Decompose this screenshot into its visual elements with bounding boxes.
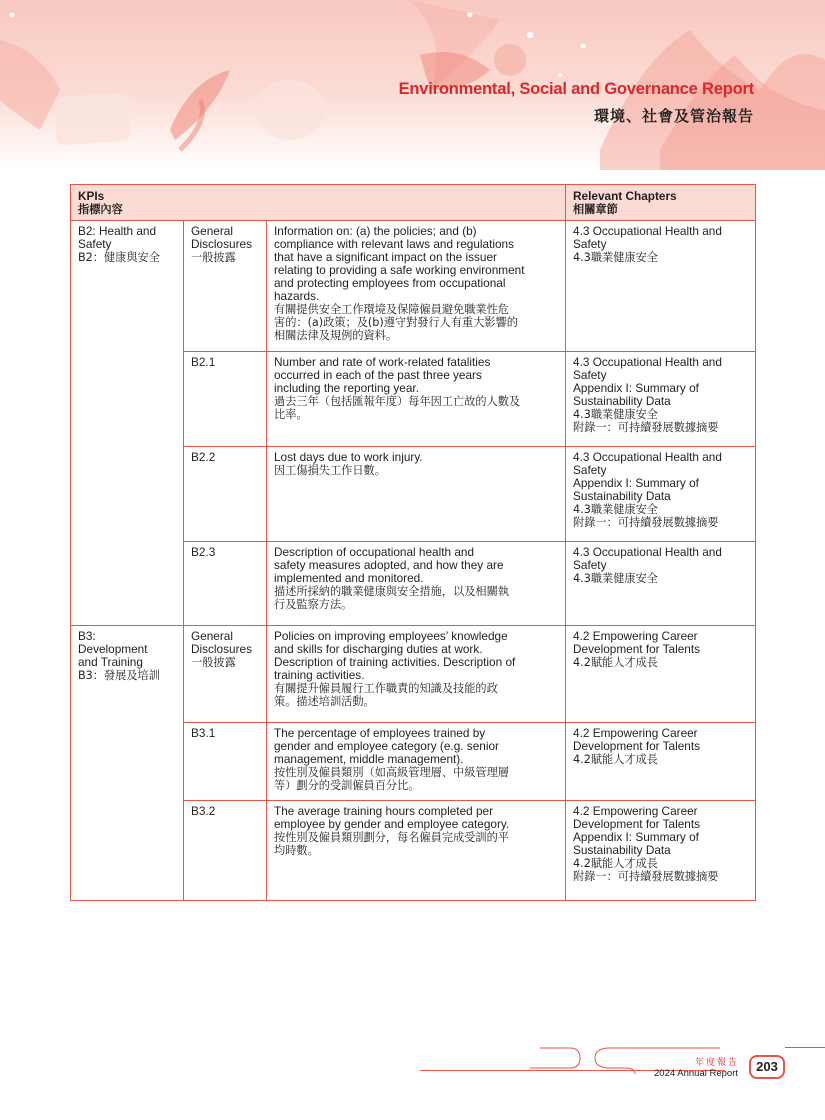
kpi-description: management, middle management). — [274, 752, 464, 766]
kpi-code: B2.3 — [191, 545, 216, 559]
page-number-rule — [785, 1047, 825, 1048]
kpi-description: that have a significant impact on the issuer — [274, 250, 497, 264]
header-kpis-label-zh: 指標內容 — [78, 203, 123, 216]
kpi-description: Information on: (a) the policies; and (b) — [274, 224, 477, 238]
relevant-chapter: Safety — [573, 368, 607, 382]
kpi-table — [70, 184, 756, 901]
kpi-code: 一般披露 — [191, 251, 236, 264]
aspect-label: B2: Health and — [78, 224, 157, 238]
kpi-description-cell — [267, 801, 566, 901]
kpi-description-zh: 等）劃分的受訓僱員百分比。 — [274, 779, 420, 792]
header-chapters — [566, 185, 756, 221]
kpi-description: and skills for discharging duties at work. — [274, 642, 483, 656]
kpi-code: B2.2 — [191, 450, 216, 464]
kpi-code: B3.1 — [191, 726, 216, 740]
relevant-chapter: Development for Talents — [573, 739, 701, 753]
kpi-description: Description of training activities. Description of — [274, 655, 516, 669]
kpi-description-zh: 有關提升僱員履行工作職責的知識及技能的政 — [274, 682, 498, 695]
relevant-chapter: 4.3 Occupational Health and — [573, 355, 722, 369]
kpi-code-cell — [184, 626, 267, 723]
aspect-label: Development — [78, 642, 148, 656]
aspect-label: B3：發展及培訓 — [78, 669, 160, 682]
relevant-chapter: Sustainability Data — [573, 489, 671, 503]
relevant-chapters-cell — [566, 352, 756, 447]
kpi-description: employee by gender and employee category. — [274, 817, 510, 831]
header-kpis — [71, 185, 566, 221]
kpi-description: Description of occupational health and — [274, 545, 475, 559]
relevant-chapter: Safety — [573, 237, 607, 251]
kpi-code-cell — [184, 723, 267, 801]
kpi-code: General — [191, 629, 233, 643]
relevant-chapter: Appendix I: Summary of — [573, 381, 699, 395]
kpi-description-cell — [267, 221, 566, 352]
kpi-description-zh: 按性別及僱員類別（如高級管理層、中級管理層 — [274, 766, 509, 779]
kpi-description: Policies on improving employees’ knowledge — [274, 629, 508, 643]
relevant-chapter: 4.2 Empowering Career — [573, 629, 698, 643]
kpi-code-cell — [184, 221, 267, 352]
relevant-chapter: 4.2 Empowering Career — [573, 726, 698, 740]
relevant-chapters-cell — [566, 626, 756, 723]
kpi-description-zh: 策。描述培訓活動。 — [274, 695, 375, 708]
table-header-row — [71, 185, 756, 221]
page-number: 203 — [749, 1055, 785, 1079]
aspect-cell — [71, 221, 184, 626]
kpi-description-zh: 行及監察方法。 — [274, 598, 353, 611]
footer-label: 2024 Annual Report — [654, 1068, 738, 1079]
relevant-chapter: Sustainability Data — [573, 394, 671, 408]
kpi-description: hazards. — [274, 289, 320, 303]
kpi-description-cell — [267, 542, 566, 626]
aspect-label: B3: — [78, 629, 96, 643]
kpi-code: Disclosures — [191, 642, 252, 656]
table-row — [71, 221, 756, 352]
kpi-code: 一般披露 — [191, 656, 236, 669]
kpi-description: compliance with relevant laws and regulations — [274, 237, 514, 251]
kpi-description: The average training hours completed per — [274, 804, 494, 818]
relevant-chapter: Development for Talents — [573, 817, 701, 831]
aspect-cell — [71, 626, 184, 901]
relevant-chapter: 附錄一：可持續發展數據摘要 — [573, 870, 719, 883]
kpi-description-zh: 過去三年（包括匯報年度）每年因工亡故的人數及 — [274, 395, 521, 408]
kpi-description-zh: 均時數。 — [274, 844, 319, 857]
kpi-code-cell — [184, 447, 267, 542]
header-banner — [0, 0, 825, 170]
header-kpis-label: KPIs — [78, 189, 105, 203]
kpi-description-cell — [267, 626, 566, 723]
relevant-chapter: 4.2 Empowering Career — [573, 804, 698, 818]
kpi-description-zh: 有關提供安全工作環境及保障僱員避免職業性危 — [274, 303, 509, 316]
kpi-description-zh: 因工傷損失工作日數。 — [274, 464, 386, 477]
relevant-chapter: 4.3 Occupational Health and — [573, 224, 722, 238]
kpi-description-zh: 按性別及僱員類別劃分，每名僱員完成受訓的平 — [274, 831, 509, 844]
relevant-chapter: 4.3職業健康安全 — [573, 572, 658, 585]
relevant-chapters-cell — [566, 801, 756, 901]
kpi-code-cell — [184, 542, 267, 626]
kpi-description: Lost days due to work injury. — [274, 450, 423, 464]
kpi-description-zh: 比率。 — [274, 408, 308, 421]
kpi-description: safety measures adopted, and how they are — [274, 558, 504, 572]
kpi-description: training activities. — [274, 668, 365, 682]
footer-label-zh: 年度報告 — [694, 1058, 739, 1068]
relevant-chapter: 4.3職業健康安全 — [573, 503, 658, 516]
relevant-chapter: 4.3職業健康安全 — [573, 408, 658, 421]
kpi-description: gender and employee category (e.g. senior — [274, 739, 499, 753]
relevant-chapter: 4.3 Occupational Health and — [573, 545, 722, 559]
kpi-code-cell — [184, 801, 267, 901]
header-chapters-label-zh: 相關章節 — [573, 203, 618, 216]
kpi-description: The percentage of employees trained by — [274, 726, 486, 740]
relevant-chapter: Sustainability Data — [573, 843, 671, 857]
kpi-code: B3.2 — [191, 804, 216, 818]
relevant-chapter: 附錄一：可持續發展數據摘要 — [573, 421, 719, 434]
relevant-chapter: Development for Talents — [573, 642, 701, 656]
relevant-chapter: 4.3 Occupational Health and — [573, 450, 722, 464]
relevant-chapter: Appendix I: Summary of — [573, 476, 699, 490]
kpi-description-zh: 相關法律及規例的資料。 — [274, 329, 398, 342]
kpi-description: Number and rate of work-related fatalities — [274, 355, 491, 369]
kpi-description: relating to providing a safe working environment — [274, 263, 525, 277]
header-chapters-label: Relevant Chapters — [573, 189, 677, 203]
relevant-chapter: 4.2賦能人才成長 — [573, 656, 658, 669]
aspect-label: Safety — [78, 237, 112, 251]
kpi-code: B2.1 — [191, 355, 216, 369]
aspect-label: B2：健康與安全 — [78, 251, 160, 264]
kpi-description: including the reporting year. — [274, 381, 419, 395]
kpi-description-cell — [267, 447, 566, 542]
kpi-description: implemented and monitored. — [274, 571, 424, 585]
kpi-description: occurred in each of the past three years — [274, 368, 482, 382]
kpi-description-cell — [267, 352, 566, 447]
relevant-chapters-cell — [566, 221, 756, 352]
kpi-code: General — [191, 224, 233, 238]
relevant-chapter: 4.2賦能人才成長 — [573, 857, 658, 870]
kpi-description-zh: 描述所採納的職業健康與安全措施，以及相關執 — [274, 585, 509, 598]
relevant-chapters-cell — [566, 447, 756, 542]
relevant-chapter: Safety — [573, 558, 607, 572]
relevant-chapter: 4.3職業健康安全 — [573, 251, 658, 264]
kpi-description-cell — [267, 723, 566, 801]
relevant-chapter: Appendix I: Summary of — [573, 830, 699, 844]
relevant-chapters-cell — [566, 723, 756, 801]
table-row — [71, 626, 756, 723]
relevant-chapter: 4.2賦能人才成長 — [573, 753, 658, 766]
kpi-code-cell — [184, 352, 267, 447]
relevant-chapter: Safety — [573, 463, 607, 477]
kpi-description: and protecting employees from occupational — [274, 276, 506, 290]
relevant-chapter: 附錄一：可持續發展數據摘要 — [573, 516, 719, 529]
relevant-chapters-cell — [566, 542, 756, 626]
kpi-code: Disclosures — [191, 237, 252, 251]
kpi-description-zh: 害的：(a)政策；及(b)遵守對發行人有重大影響的 — [274, 316, 518, 329]
report-title: Environmental, Social and Governance Report — [398, 80, 754, 98]
aspect-label: and Training — [78, 655, 143, 669]
report-title-zh: 環境、社會及管治報告 — [593, 107, 754, 125]
